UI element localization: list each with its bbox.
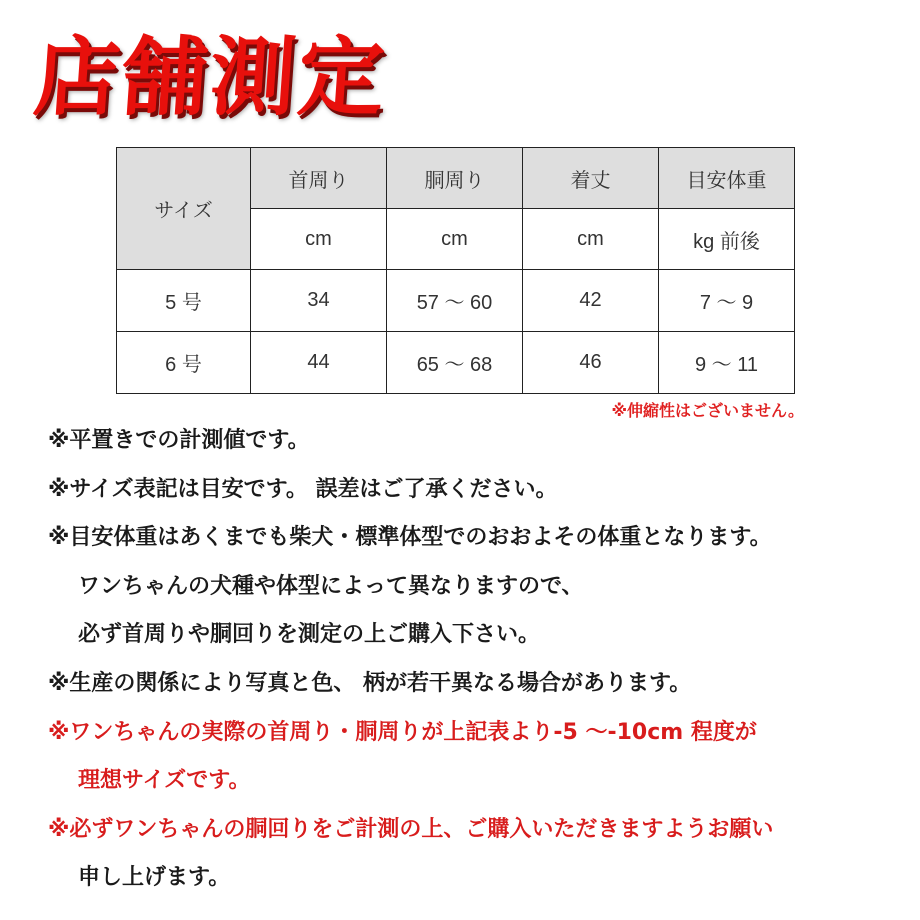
neck-cell: 44: [251, 332, 387, 394]
length-unit-cell: cm: [523, 209, 659, 270]
note-line: ※サイズ表記は目安です。 誤差はご了承ください。: [48, 476, 558, 502]
stretch-note: ※伸縮性はございません。: [611, 401, 804, 420]
weight-header-cell: 目安体重: [659, 148, 795, 209]
table-header-row: [117, 148, 795, 209]
note-line: ワンちゃんの犬種や体型によって異なりますので、: [78, 573, 584, 599]
note-line: ※目安体重はあくまでも柴犬・標準体型でのおおよその体重となります。: [48, 525, 772, 551]
note-line: 申し上げます。: [78, 865, 231, 891]
notes-list: [48, 421, 908, 907]
size-cell: 6 号: [117, 332, 251, 394]
chest-cell: 57 〜 60: [387, 270, 523, 332]
size-header-cell: サイズ: [117, 148, 251, 270]
size-cell: 5 号: [117, 270, 251, 332]
neck-cell: 34: [251, 270, 387, 332]
length-header-cell: 着丈: [523, 148, 659, 209]
note-line: 必ず首周りや胴回りを測定の上ご購入下さい。: [78, 622, 541, 648]
table-row: [117, 332, 795, 394]
weight-cell: 7 〜 9: [659, 270, 795, 332]
weight-cell: 9 〜 11: [659, 332, 795, 394]
neck-header-cell: 首周り: [251, 148, 387, 209]
note-line: ※生産の関係により写真と色、 柄が若干異なる場合があります。: [48, 670, 692, 696]
chest-unit-cell: cm: [387, 209, 523, 270]
neck-unit-cell: cm: [251, 209, 387, 270]
chest-header-cell: 胴周り: [387, 148, 523, 209]
note-line: ※必ずワンちゃんの胴回りをご計測の上、ご購入いただきますようお願い: [48, 816, 774, 842]
length-cell: 42: [523, 270, 659, 332]
note-line: 理想サイズです。: [78, 768, 251, 794]
chest-cell: 65 〜 68: [387, 332, 523, 394]
note-line: ※ワンちゃんの実際の首周り・胴周りが上記表より-5 〜-10cm 程度が: [48, 719, 757, 745]
length-cell: 46: [523, 332, 659, 394]
weight-unit-cell: kg 前後: [659, 209, 795, 270]
note-line: ※平置きでの計測値です。: [48, 428, 310, 453]
size-table: [116, 147, 795, 394]
table-row: [117, 270, 795, 332]
page-title: 店舗測定: [30, 28, 390, 128]
